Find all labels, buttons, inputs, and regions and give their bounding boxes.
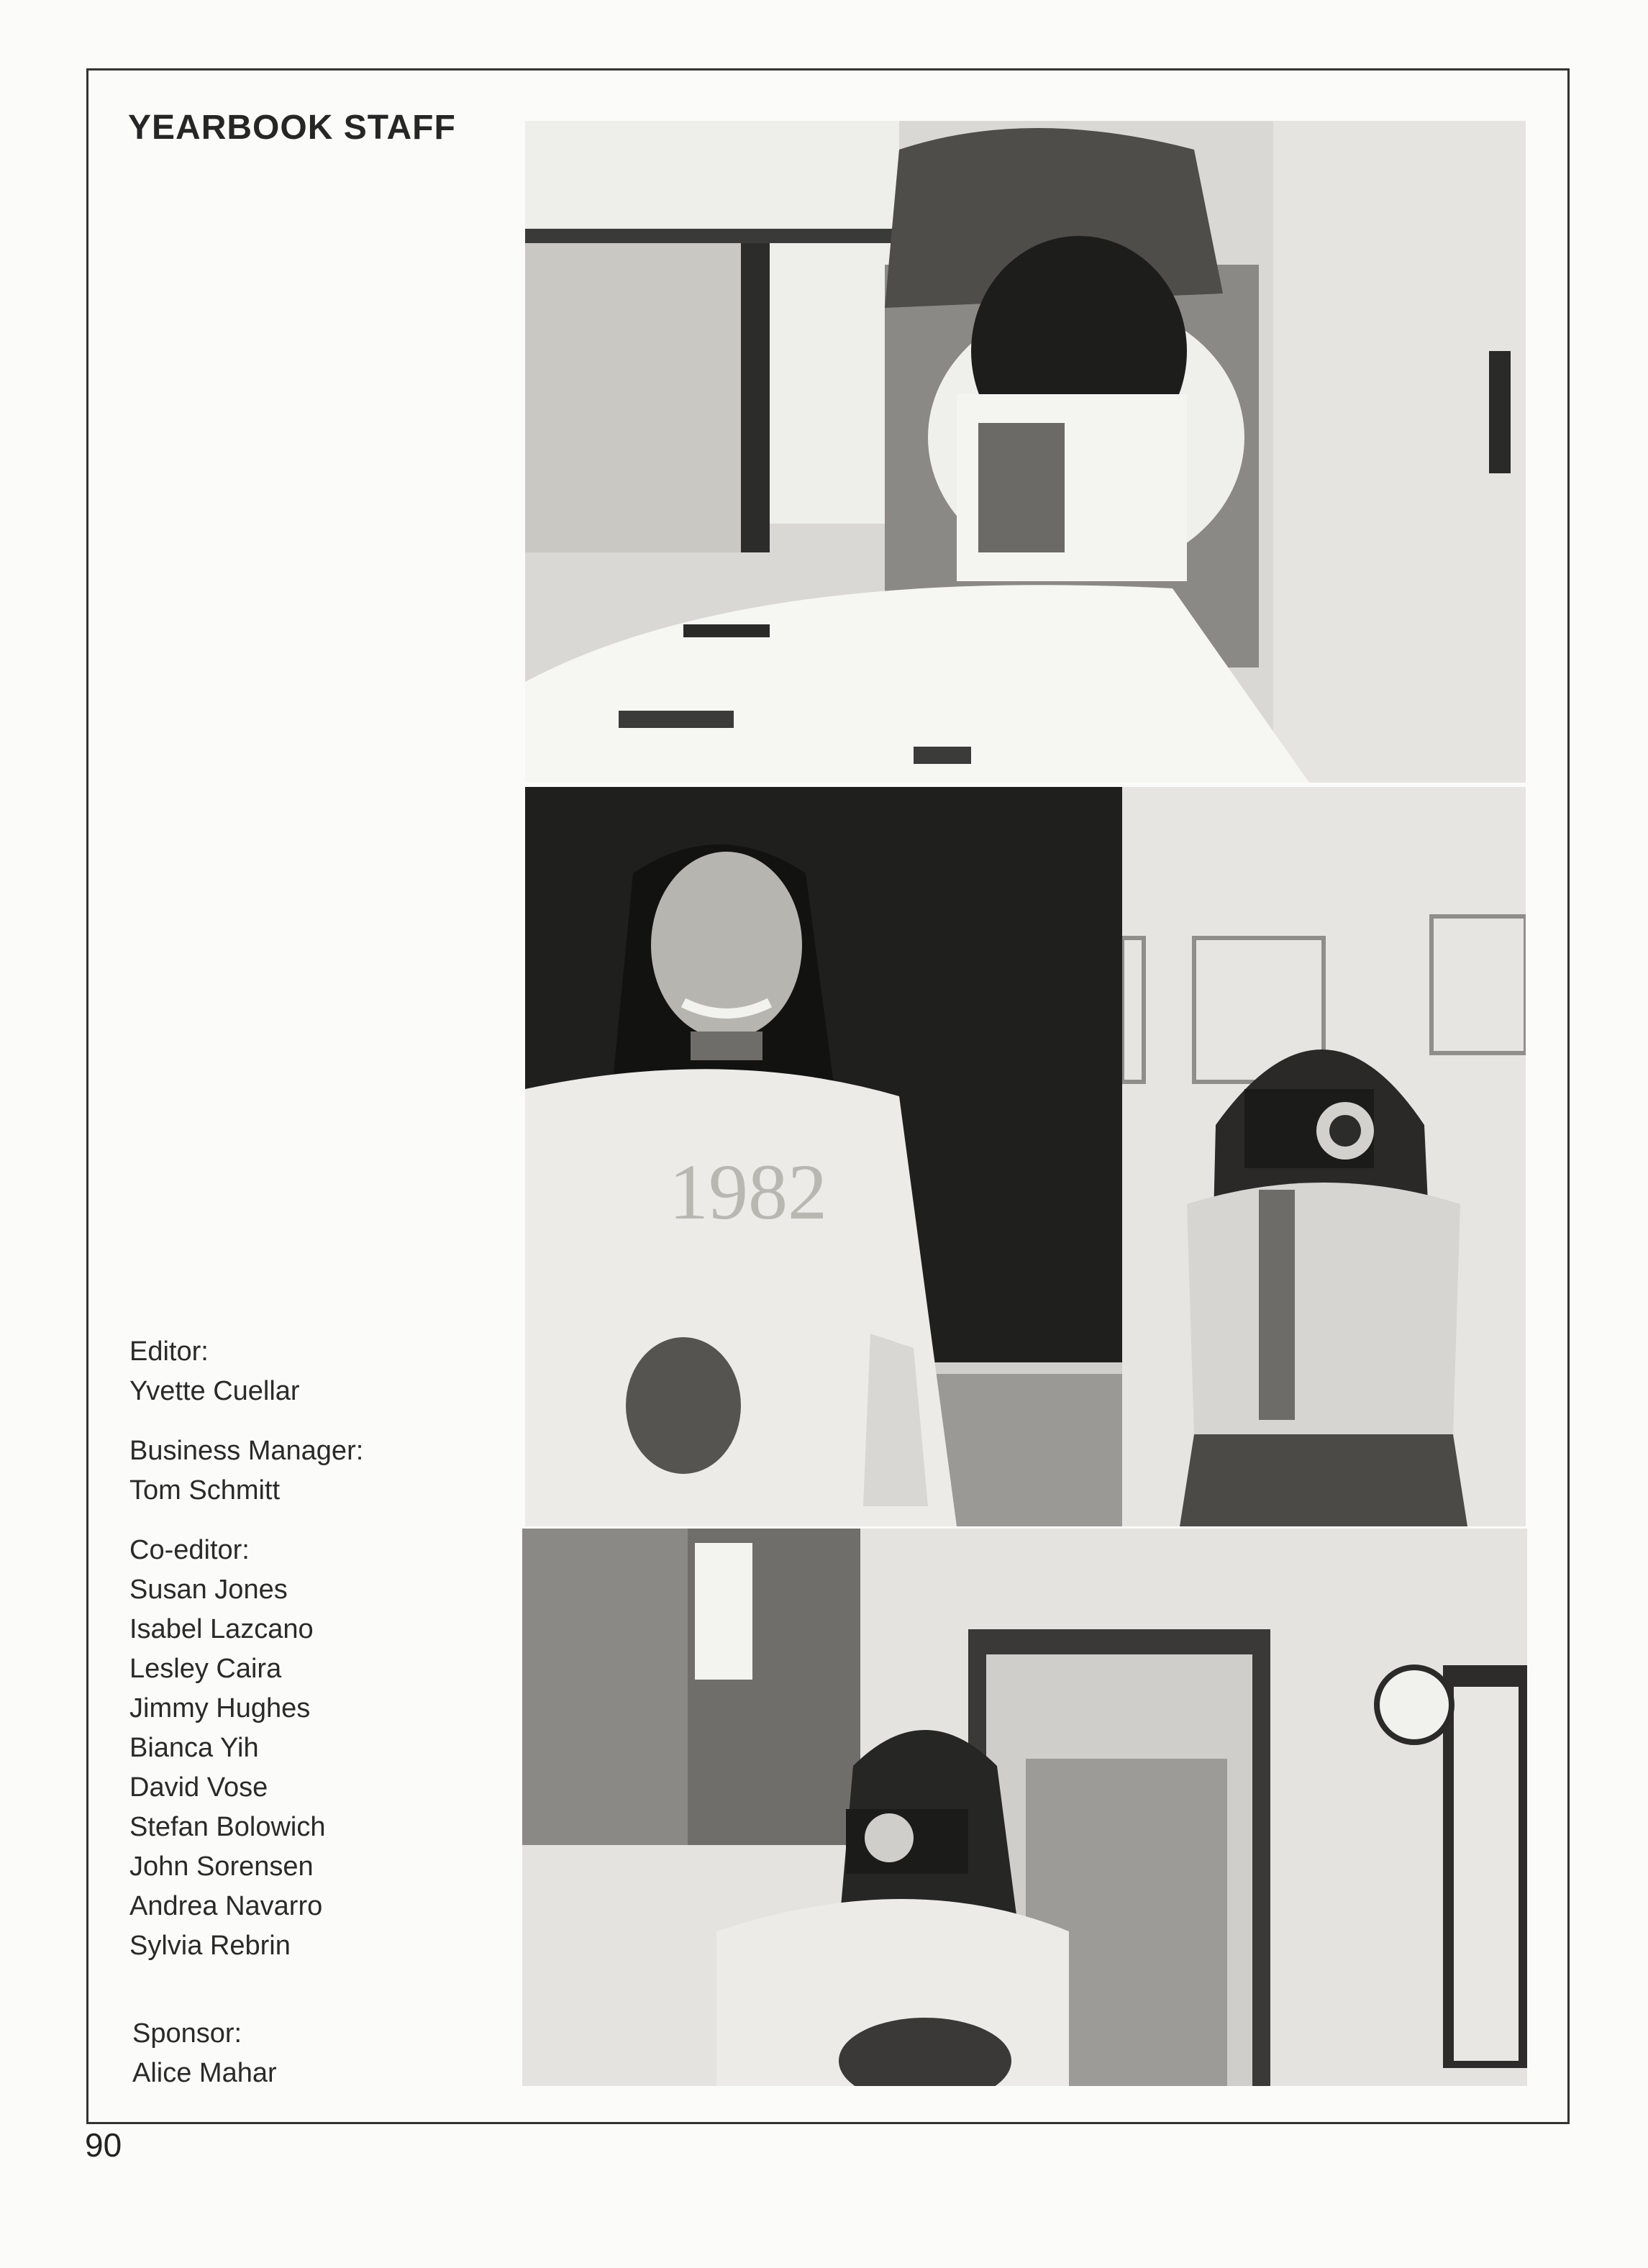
- business-manager-role: Business Manager:: [129, 1436, 364, 1466]
- coeditor-name: Lesley Caira: [129, 1654, 282, 1684]
- coeditor-name: Jimmy Hughes: [129, 1693, 311, 1723]
- shirt-year: 1982: [669, 1148, 827, 1236]
- coeditor-name: Isabel Lazcano: [129, 1614, 314, 1644]
- photo-smiling-student: [525, 787, 1124, 1526]
- coeditor-name: Andrea Navarro: [129, 1891, 323, 1921]
- editor-group: [129, 1332, 532, 1411]
- coeditor-name: Sylvia Rebrin: [129, 1931, 291, 1961]
- sponsor-group: [132, 2014, 277, 2093]
- coeditor-name: Bianca Yih: [129, 1733, 259, 1763]
- page-number: 90: [85, 2126, 122, 2164]
- editor-name: Yvette Cuellar: [129, 1376, 300, 1406]
- coeditor-name: David Vose: [129, 1772, 268, 1803]
- coeditor-name: Stefan Bolowich: [129, 1812, 326, 1842]
- staff-list: [129, 1332, 532, 1986]
- coeditor-group: [129, 1531, 532, 1966]
- business-manager-name: Tom Schmitt: [129, 1475, 281, 1506]
- sponsor-role: Sponsor:: [132, 2018, 242, 2049]
- business-manager-group: [129, 1431, 532, 1511]
- photo-student-with-camera: [1122, 787, 1526, 1526]
- page-title: YEARBOOK STAFF: [128, 109, 456, 147]
- coeditor-name: Susan Jones: [129, 1575, 288, 1605]
- coeditor-name: John Sorensen: [129, 1852, 314, 1882]
- photo-student-at-table: [525, 121, 1526, 783]
- coeditor-role: Co-editor:: [129, 1535, 250, 1565]
- sponsor-name: Alice Mahar: [132, 2058, 277, 2088]
- editor-role: Editor:: [129, 1336, 209, 1367]
- photo-student-photographer-hallway: [522, 1529, 1527, 2086]
